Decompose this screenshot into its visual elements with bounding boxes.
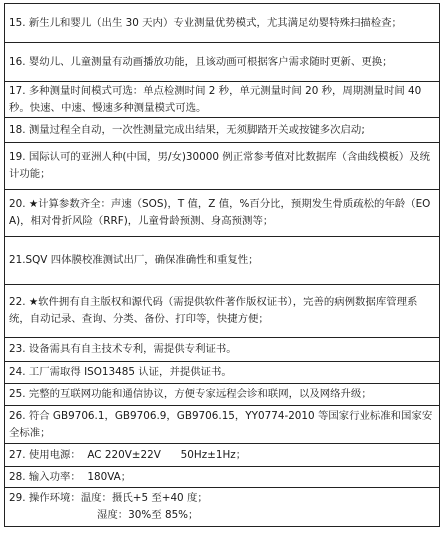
spec-cell bbox=[5, 237, 440, 285]
spec-cell bbox=[5, 467, 440, 488]
spec-text: 26. 符合 GB9706.1，GB9706.9，GB9706.15，YY0774-2010 等国家行业标准和国家安全标准； bbox=[9, 409, 433, 439]
spec-text: 16. 婴幼儿、儿童测量有动画播放功能，且该动画可根据客户需求随时更新、更换； bbox=[9, 55, 393, 68]
spec-text: 21.SQV 四体膜校准测试出厂，确保准确性和重复性； bbox=[9, 254, 259, 266]
spec-text: 19. 国际认可的亚洲人种(中国，男/女)30000 例正常参考值对比数据库（含曲线模板）及统计功能； bbox=[9, 151, 431, 180]
table-row bbox=[5, 406, 440, 444]
table-row bbox=[5, 4, 440, 43]
spec-text: 23. 设备需具有自主技术专利，需提供专利证书。 bbox=[9, 343, 237, 355]
spec-cell bbox=[5, 4, 440, 43]
table-row bbox=[5, 384, 440, 406]
spec-table bbox=[4, 3, 440, 527]
spec-text: 29. 操作环境：温度：摄氏+5 至+40 度； bbox=[9, 492, 208, 504]
table-row bbox=[5, 118, 440, 143]
spec-cell bbox=[5, 118, 440, 143]
spec-cell bbox=[5, 82, 440, 118]
table-row bbox=[5, 143, 440, 190]
spec-text-humidity: 湿度：30%至 85%； bbox=[97, 509, 199, 521]
spec-cell bbox=[5, 384, 440, 406]
spec-cell bbox=[5, 43, 440, 82]
spec-cell bbox=[5, 444, 440, 467]
table-row bbox=[5, 190, 440, 237]
table-row bbox=[5, 488, 440, 527]
table-row bbox=[5, 467, 440, 488]
spec-text: 15. 新生儿和婴儿（出生 30 天内）专业测量优势模式，尤其满足幼婴特殊扫描检查； bbox=[9, 16, 402, 29]
table-row bbox=[5, 338, 440, 362]
spec-cell bbox=[5, 362, 440, 384]
spec-text: 18. 测量过程全自动，一次性测量完成出结果，无须脚踏开关或按键多次启动; bbox=[9, 123, 365, 136]
spec-cell bbox=[5, 338, 440, 362]
table-row bbox=[5, 285, 440, 338]
spec-cell bbox=[5, 488, 440, 527]
spec-cell bbox=[5, 406, 440, 444]
table-row bbox=[5, 82, 440, 118]
spec-text: 22. ★软件拥有自主版权和源代码（需提供软件著作版权证书），完善的病例数据库管理系统，自动记录、查询、分类、备份、打印等，快捷方便； bbox=[9, 296, 418, 325]
spec-text: 25. 完整的互联网功能和通信协议，方便专家远程会诊和联网，以及网络升级； bbox=[9, 388, 372, 400]
spec-cell bbox=[5, 190, 440, 237]
spec-cell bbox=[5, 285, 440, 338]
spec-text: 20. ★计算参数齐全：声速（SOS)，T 值，Z 值，%百分比，预期发生骨质疏松的年龄（EOA)，相对骨折风险（RRF)，儿童骨龄预测、身高预测等； bbox=[9, 198, 431, 227]
spec-text: 24. 工厂需取得 ISO13485 认证，并提供证书。 bbox=[9, 366, 232, 378]
spec-text: 27. 使用电源： AC 220V±22V 50Hz±1Hz； bbox=[9, 448, 247, 461]
table-row bbox=[5, 362, 440, 384]
spec-cell bbox=[5, 143, 440, 190]
table-row bbox=[5, 444, 440, 467]
spec-text: 17. 多种测量时间模式可选：单点检测时间 2 秒，单元测量时间 20 秒，周期测量时间 40 秒。快速、中速、慢速多种测量模式可选。 bbox=[9, 84, 425, 114]
table-row bbox=[5, 237, 440, 285]
table-row bbox=[5, 43, 440, 82]
spec-text: 28. 输入功率： 180VA； bbox=[9, 470, 132, 483]
